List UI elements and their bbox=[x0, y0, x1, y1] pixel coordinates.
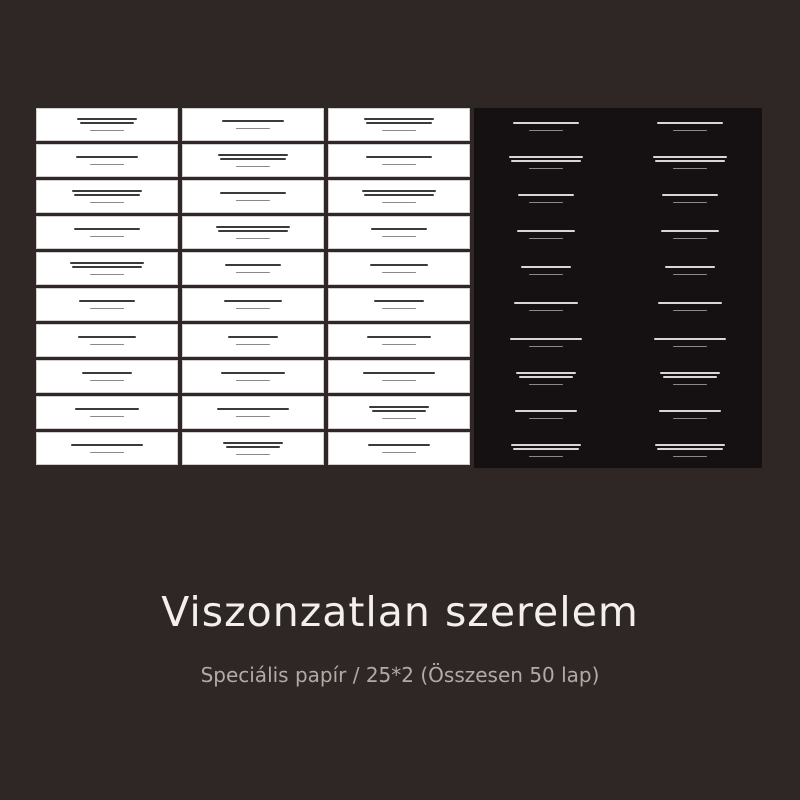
sticker-text-line bbox=[70, 262, 144, 264]
sticker-caption-line bbox=[90, 274, 124, 275]
sticker-card bbox=[328, 108, 470, 141]
sticker-text-lines bbox=[71, 444, 143, 453]
sticker-card bbox=[36, 324, 178, 357]
sticker-text-line bbox=[364, 118, 434, 120]
sticker-caption-line bbox=[236, 166, 270, 167]
sticker-text-line bbox=[225, 264, 281, 266]
sticker-text-line bbox=[75, 408, 139, 410]
sticker-text-lines bbox=[224, 300, 282, 309]
sticker-card bbox=[618, 324, 762, 360]
sticker-text-line bbox=[221, 372, 285, 374]
sticker-text-line bbox=[223, 442, 283, 444]
sticker-text-lines bbox=[366, 156, 432, 165]
sticker-text-line bbox=[514, 302, 578, 304]
sticker-caption-line bbox=[236, 416, 270, 417]
sticker-caption-line bbox=[90, 416, 124, 417]
sticker-text-line bbox=[222, 120, 284, 122]
sticker-card bbox=[328, 252, 470, 285]
sticker-card bbox=[328, 360, 470, 393]
sticker-caption-line bbox=[673, 202, 707, 203]
sticker-text-line bbox=[362, 190, 436, 192]
sticker-text-line bbox=[80, 122, 134, 124]
sticker-caption-line bbox=[382, 164, 416, 165]
sticker-card bbox=[474, 216, 618, 252]
sticker-text-line bbox=[510, 338, 582, 340]
sticker-text-line bbox=[364, 194, 434, 196]
sticker-text-lines bbox=[82, 372, 132, 381]
sticker-text-lines bbox=[74, 228, 140, 237]
sticker-caption-line bbox=[529, 274, 563, 275]
sticker-text-line bbox=[76, 156, 138, 158]
sticker-caption-line bbox=[529, 346, 563, 347]
sticker-card bbox=[618, 432, 762, 468]
sticker-text-lines bbox=[78, 336, 136, 345]
sticker-text-lines bbox=[216, 226, 290, 239]
sticker-text-lines bbox=[653, 156, 727, 169]
sticker-caption-line bbox=[529, 310, 563, 311]
sticker-caption-line bbox=[673, 130, 707, 131]
sticker-caption-line bbox=[236, 128, 270, 129]
sticker-card bbox=[36, 180, 178, 213]
sticker-caption-line bbox=[529, 384, 563, 385]
sticker-text-lines bbox=[658, 302, 722, 311]
sticker-text-lines bbox=[370, 264, 428, 273]
sticker-caption-line bbox=[382, 202, 416, 203]
sticker-text-line bbox=[516, 372, 576, 374]
sticker-caption-line bbox=[529, 130, 563, 131]
sticker-card bbox=[182, 108, 324, 141]
sticker-text-line bbox=[374, 300, 424, 302]
sticker-card bbox=[36, 432, 178, 465]
sticker-card bbox=[618, 216, 762, 252]
sticker-text-line bbox=[220, 192, 286, 194]
sticker-caption-line bbox=[529, 418, 563, 419]
sticker-text-line bbox=[370, 264, 428, 266]
sticker-text-line bbox=[663, 376, 717, 378]
sticker-text-lines bbox=[662, 194, 718, 203]
sticker-card bbox=[618, 108, 762, 144]
sticker-text-line bbox=[511, 160, 581, 162]
sticker-text-lines bbox=[77, 118, 137, 131]
sticker-text-lines bbox=[509, 156, 583, 169]
sticker-text-lines bbox=[223, 442, 283, 455]
sticker-text-line bbox=[368, 444, 430, 446]
sticker-card bbox=[36, 144, 178, 177]
sticker-card bbox=[328, 396, 470, 429]
sticker-text-line bbox=[655, 160, 725, 162]
sticker-text-line bbox=[369, 406, 429, 408]
sticker-caption-line bbox=[236, 200, 270, 201]
sticker-card bbox=[36, 216, 178, 249]
sticker-text-lines bbox=[515, 410, 577, 419]
sticker-card bbox=[618, 180, 762, 216]
sticker-text-line bbox=[366, 122, 432, 124]
sticker-sheet bbox=[34, 106, 762, 472]
sticker-text-lines bbox=[362, 190, 436, 203]
sticker-caption-line bbox=[236, 308, 270, 309]
sticker-text-lines bbox=[220, 192, 286, 201]
sticker-text-line bbox=[659, 410, 721, 412]
sticker-text-line bbox=[367, 336, 431, 338]
sticker-card bbox=[182, 216, 324, 249]
sticker-text-line bbox=[72, 190, 142, 192]
sticker-text-line bbox=[366, 156, 432, 158]
sticker-card bbox=[618, 288, 762, 324]
sticker-caption-line bbox=[382, 452, 416, 453]
sticker-card bbox=[618, 252, 762, 288]
sticker-card bbox=[474, 432, 618, 468]
sticker-text-lines bbox=[72, 190, 142, 203]
sticker-text-line bbox=[518, 194, 574, 196]
sticker-text-line bbox=[77, 118, 137, 120]
product-subtitle: Speciális papír / 25*2 (Összesen 50 lap) bbox=[200, 663, 600, 687]
sticker-text-line bbox=[511, 444, 581, 446]
sticker-card bbox=[474, 360, 618, 396]
sticker-text-lines bbox=[655, 444, 725, 457]
sticker-caption-line bbox=[529, 202, 563, 203]
sticker-caption-line bbox=[529, 168, 563, 169]
sticker-caption-line bbox=[236, 380, 270, 381]
sticker-text-lines bbox=[217, 408, 289, 417]
sticker-text-lines bbox=[218, 154, 288, 167]
sticker-caption-line bbox=[236, 344, 270, 345]
sticker-text-lines bbox=[369, 406, 429, 419]
sticker-caption-line bbox=[673, 274, 707, 275]
sticker-text-line bbox=[665, 266, 715, 268]
sticker-caption-line bbox=[382, 272, 416, 273]
sticker-card bbox=[328, 216, 470, 249]
sticker-text-line bbox=[74, 194, 140, 196]
sticker-caption-line bbox=[90, 202, 124, 203]
sticker-text-line bbox=[216, 226, 290, 228]
sticker-caption-line bbox=[382, 130, 416, 131]
sticker-card bbox=[618, 144, 762, 180]
sticker-caption-line bbox=[673, 346, 707, 347]
sticker-text-lines bbox=[659, 410, 721, 419]
sticker-text-lines bbox=[225, 264, 281, 273]
sticker-caption-line bbox=[90, 236, 124, 237]
sticker-text-lines bbox=[364, 118, 434, 131]
sticker-text-line bbox=[509, 156, 583, 158]
sticker-caption-line bbox=[673, 456, 707, 457]
sticker-caption-line bbox=[236, 454, 270, 455]
sticker-card bbox=[474, 108, 618, 144]
sticker-card bbox=[618, 360, 762, 396]
sticker-text-lines bbox=[511, 444, 581, 457]
sticker-text-line bbox=[218, 154, 288, 156]
sticker-text-lines bbox=[521, 266, 571, 275]
sticker-text-line bbox=[661, 230, 719, 232]
sticker-text-lines bbox=[70, 262, 144, 275]
sticker-card bbox=[36, 396, 178, 429]
sticker-text-line bbox=[515, 410, 577, 412]
sticker-text-line bbox=[372, 410, 426, 412]
sticker-caption-line bbox=[236, 238, 270, 239]
sticker-caption-line bbox=[382, 308, 416, 309]
sticker-text-lines bbox=[518, 194, 574, 203]
sticker-text-line bbox=[657, 122, 723, 124]
sticker-text-line bbox=[224, 300, 282, 302]
sticker-text-line bbox=[658, 302, 722, 304]
sticker-text-line bbox=[654, 338, 726, 340]
sticker-card bbox=[328, 324, 470, 357]
sticker-caption-line bbox=[90, 130, 124, 131]
sticker-card bbox=[182, 432, 324, 465]
sticker-card bbox=[618, 396, 762, 432]
sticker-card bbox=[182, 360, 324, 393]
sticker-text-line bbox=[71, 444, 143, 446]
sticker-caption-line bbox=[90, 308, 124, 309]
sticker-text-line bbox=[519, 376, 573, 378]
product-title: Viszonzatlan szerelem bbox=[161, 588, 639, 636]
sticker-text-line bbox=[655, 444, 725, 446]
sticker-text-line bbox=[220, 158, 286, 160]
sticker-card bbox=[474, 144, 618, 180]
sticker-text-lines bbox=[76, 156, 138, 165]
sticker-card bbox=[182, 324, 324, 357]
sticker-text-line bbox=[72, 266, 142, 268]
sticker-card bbox=[474, 288, 618, 324]
sticker-text-lines bbox=[222, 120, 284, 129]
sticker-caption-line bbox=[382, 380, 416, 381]
sticker-caption-line bbox=[90, 344, 124, 345]
sticker-card bbox=[36, 108, 178, 141]
sticker-text-lines bbox=[665, 266, 715, 275]
sticker-text-lines bbox=[654, 338, 726, 347]
sticker-text-line bbox=[513, 448, 579, 450]
sticker-text-line bbox=[517, 230, 575, 232]
sticker-card bbox=[474, 252, 618, 288]
sticker-caption-line bbox=[673, 310, 707, 311]
sticker-caption-line bbox=[673, 418, 707, 419]
sticker-card bbox=[182, 144, 324, 177]
sticker-text-lines bbox=[371, 228, 427, 237]
sticker-card bbox=[328, 432, 470, 465]
sticker-text-lines bbox=[510, 338, 582, 347]
sticker-text-line bbox=[660, 372, 720, 374]
sticker-card bbox=[36, 360, 178, 393]
sticker-card bbox=[182, 396, 324, 429]
sticker-text-lines bbox=[363, 372, 435, 381]
sticker-text-line bbox=[662, 194, 718, 196]
sticker-text-lines bbox=[660, 372, 720, 385]
sticker-card bbox=[36, 288, 178, 321]
sticker-text-lines bbox=[517, 230, 575, 239]
sticker-text-line bbox=[228, 336, 278, 338]
sticker-card bbox=[182, 252, 324, 285]
sticker-card bbox=[474, 180, 618, 216]
sticker-text-line bbox=[226, 446, 280, 448]
sticker-caption-line bbox=[673, 238, 707, 239]
sticker-text-lines bbox=[661, 230, 719, 239]
sticker-caption-line bbox=[382, 236, 416, 237]
sticker-text-line bbox=[82, 372, 132, 374]
sticker-text-lines bbox=[657, 122, 723, 131]
sticker-card bbox=[182, 180, 324, 213]
sticker-text-lines bbox=[516, 372, 576, 385]
sticker-text-line bbox=[79, 300, 135, 302]
sticker-caption-line bbox=[90, 164, 124, 165]
sticker-caption-line bbox=[529, 238, 563, 239]
sticker-card bbox=[474, 396, 618, 432]
sticker-text-line bbox=[217, 408, 289, 410]
sticker-text-line bbox=[513, 122, 579, 124]
sticker-text-line bbox=[74, 228, 140, 230]
sticker-text-lines bbox=[79, 300, 135, 309]
sticker-text-line bbox=[521, 266, 571, 268]
sticker-caption-line bbox=[382, 418, 416, 419]
sticker-caption-line bbox=[236, 272, 270, 273]
sticker-caption-line bbox=[90, 380, 124, 381]
sticker-text-lines bbox=[367, 336, 431, 345]
sticker-card bbox=[328, 288, 470, 321]
sticker-caption-line bbox=[382, 344, 416, 345]
sticker-card bbox=[36, 252, 178, 285]
sticker-card bbox=[328, 144, 470, 177]
sticker-caption-line bbox=[673, 168, 707, 169]
sticker-card bbox=[474, 324, 618, 360]
sticker-text-lines bbox=[513, 122, 579, 131]
sticker-caption-line bbox=[529, 456, 563, 457]
sticker-text-line bbox=[657, 448, 723, 450]
sticker-text-line bbox=[363, 372, 435, 374]
sticker-card bbox=[328, 180, 470, 213]
sticker-text-lines bbox=[228, 336, 278, 345]
sticker-text-line bbox=[218, 230, 288, 232]
sticker-text-lines bbox=[221, 372, 285, 381]
sticker-card bbox=[182, 288, 324, 321]
sticker-text-lines bbox=[514, 302, 578, 311]
sticker-text-line bbox=[78, 336, 136, 338]
sticker-text-lines bbox=[368, 444, 430, 453]
sticker-text-line bbox=[653, 156, 727, 158]
sticker-caption-line bbox=[90, 452, 124, 453]
sticker-text-line bbox=[371, 228, 427, 230]
sticker-caption-line bbox=[673, 384, 707, 385]
sticker-text-lines bbox=[75, 408, 139, 417]
sticker-text-lines bbox=[374, 300, 424, 309]
